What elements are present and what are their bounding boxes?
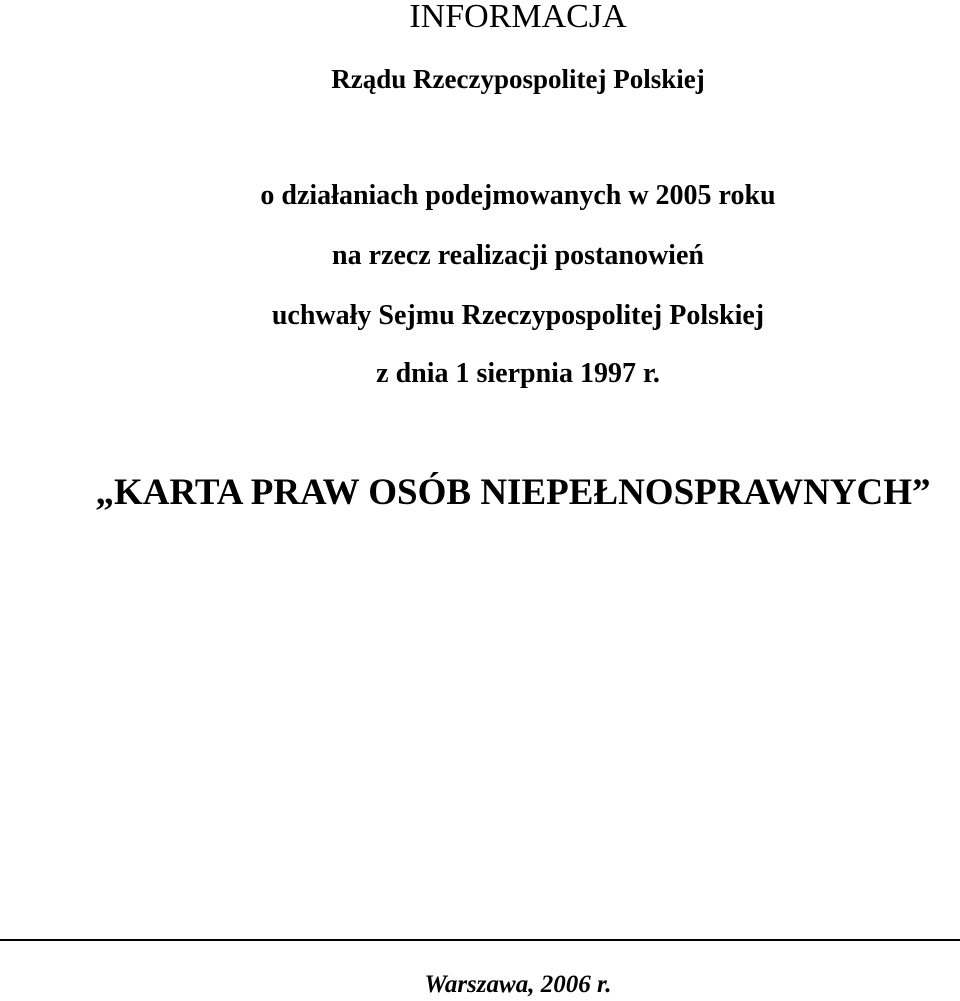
footer-place-date: Warszawa, 2006 r.: [424, 971, 612, 998]
body-line-2: na rzecz realizacji postanowień: [332, 240, 704, 271]
document-subtitle: Rządu Rzeczypospolitej Polskiej: [331, 64, 705, 94]
footer-divider: [0, 939, 960, 941]
document-title: INFORMACJA: [409, 0, 627, 35]
body-line-4: z dnia 1 sierpnia 1997 r.: [376, 358, 660, 389]
charter-title: „KARTA PRAW OSÓB NIEPEŁNOSPRAWNYCH”: [95, 472, 931, 513]
body-line-1: o działaniach podejmowanych w 2005 roku: [260, 180, 776, 211]
body-line-3: uchwały Sejmu Rzeczypospolitej Polskiej: [271, 300, 765, 331]
